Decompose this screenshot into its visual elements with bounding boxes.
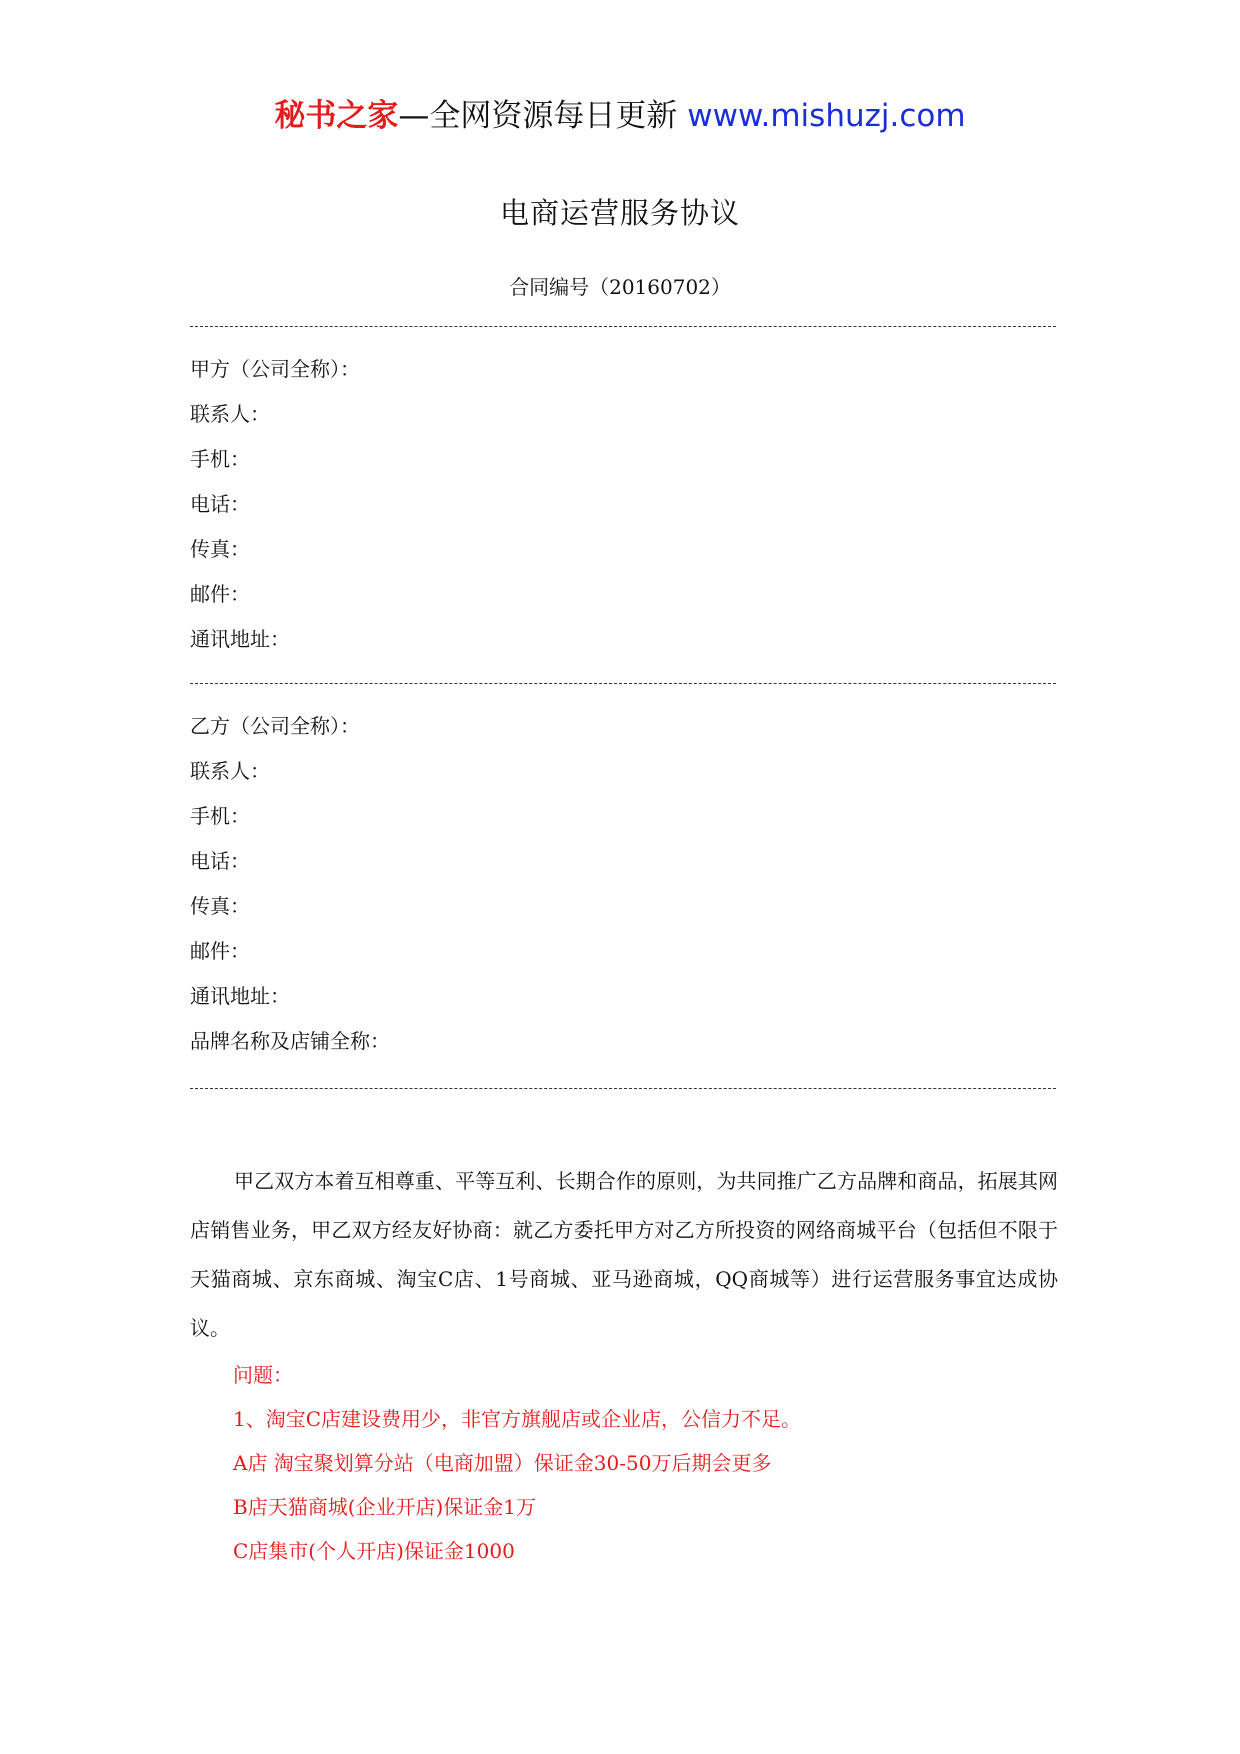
dashed-separator: [190, 1088, 1056, 1089]
dashed-separator: [190, 326, 1056, 327]
banner-brand: 秘书之家: [274, 98, 399, 134]
party-a-address-label: 通讯地址：: [190, 627, 290, 651]
party-a-block: [190, 347, 1060, 662]
party-b-email-label: 邮件：: [190, 939, 250, 963]
contract-number: 合同编号（20160702）: [509, 275, 731, 299]
document-title: 电商运营服务协议: [499, 196, 740, 230]
party-a-email-label: 邮件：: [190, 582, 250, 606]
party-b-phone-label: 电话：: [190, 849, 250, 873]
party-b-address-label: 通讯地址：: [190, 984, 290, 1008]
notes-block: [233, 1353, 1053, 1573]
party-a-contact-label: 联系人：: [190, 402, 270, 426]
party-b-block: [190, 704, 1060, 1064]
banner-slogan: —全网资源每日更新: [398, 98, 678, 134]
party-a-fax-label: 传真：: [190, 537, 250, 561]
party-a-company-label: 甲方（公司全称）：: [190, 357, 360, 381]
party-b-fax-label: 传真：: [190, 894, 250, 918]
note-item: 1、淘宝C店建设费用少，非官方旗舰店或企业店，公信力不足。: [233, 1407, 802, 1431]
party-b-contact-label: 联系人：: [190, 759, 270, 783]
note-item: C店集市(个人开店)保证金1000: [233, 1539, 515, 1563]
party-b-mobile-label: 手机：: [190, 804, 250, 828]
agreement-preamble: 甲乙双方本着互相尊重、平等互利、长期合作的原则，为共同推广乙方品牌和商品，拓展其网店销售业务，甲乙双方经友好协商：就乙方委托甲方对乙方所投资的网络商城平台（包括但不限于天猫商城、京东商城、淘宝C店、1号商城、亚马逊商城，QQ商城等）进行运营服务事宜达成协议。: [190, 1169, 1058, 1340]
party-b-brand-store-label: 品牌名称及店铺全称：: [190, 1029, 390, 1053]
party-a-phone-label: 电话：: [190, 492, 250, 516]
party-a-mobile-label: 手机：: [190, 447, 250, 471]
dashed-separator: [190, 683, 1056, 684]
notes-heading: 问题：: [233, 1363, 293, 1387]
note-item: A店 淘宝聚划算分站（电商加盟）保证金30-50万后期会更多: [233, 1451, 772, 1475]
site-banner: [0, 96, 1240, 136]
note-item: B店天猫商城(企业开店)保证金1万: [233, 1495, 537, 1519]
party-b-company-label: 乙方（公司全称）：: [190, 714, 360, 738]
banner-url-link[interactable]: www.mishuzj.com: [687, 98, 966, 134]
